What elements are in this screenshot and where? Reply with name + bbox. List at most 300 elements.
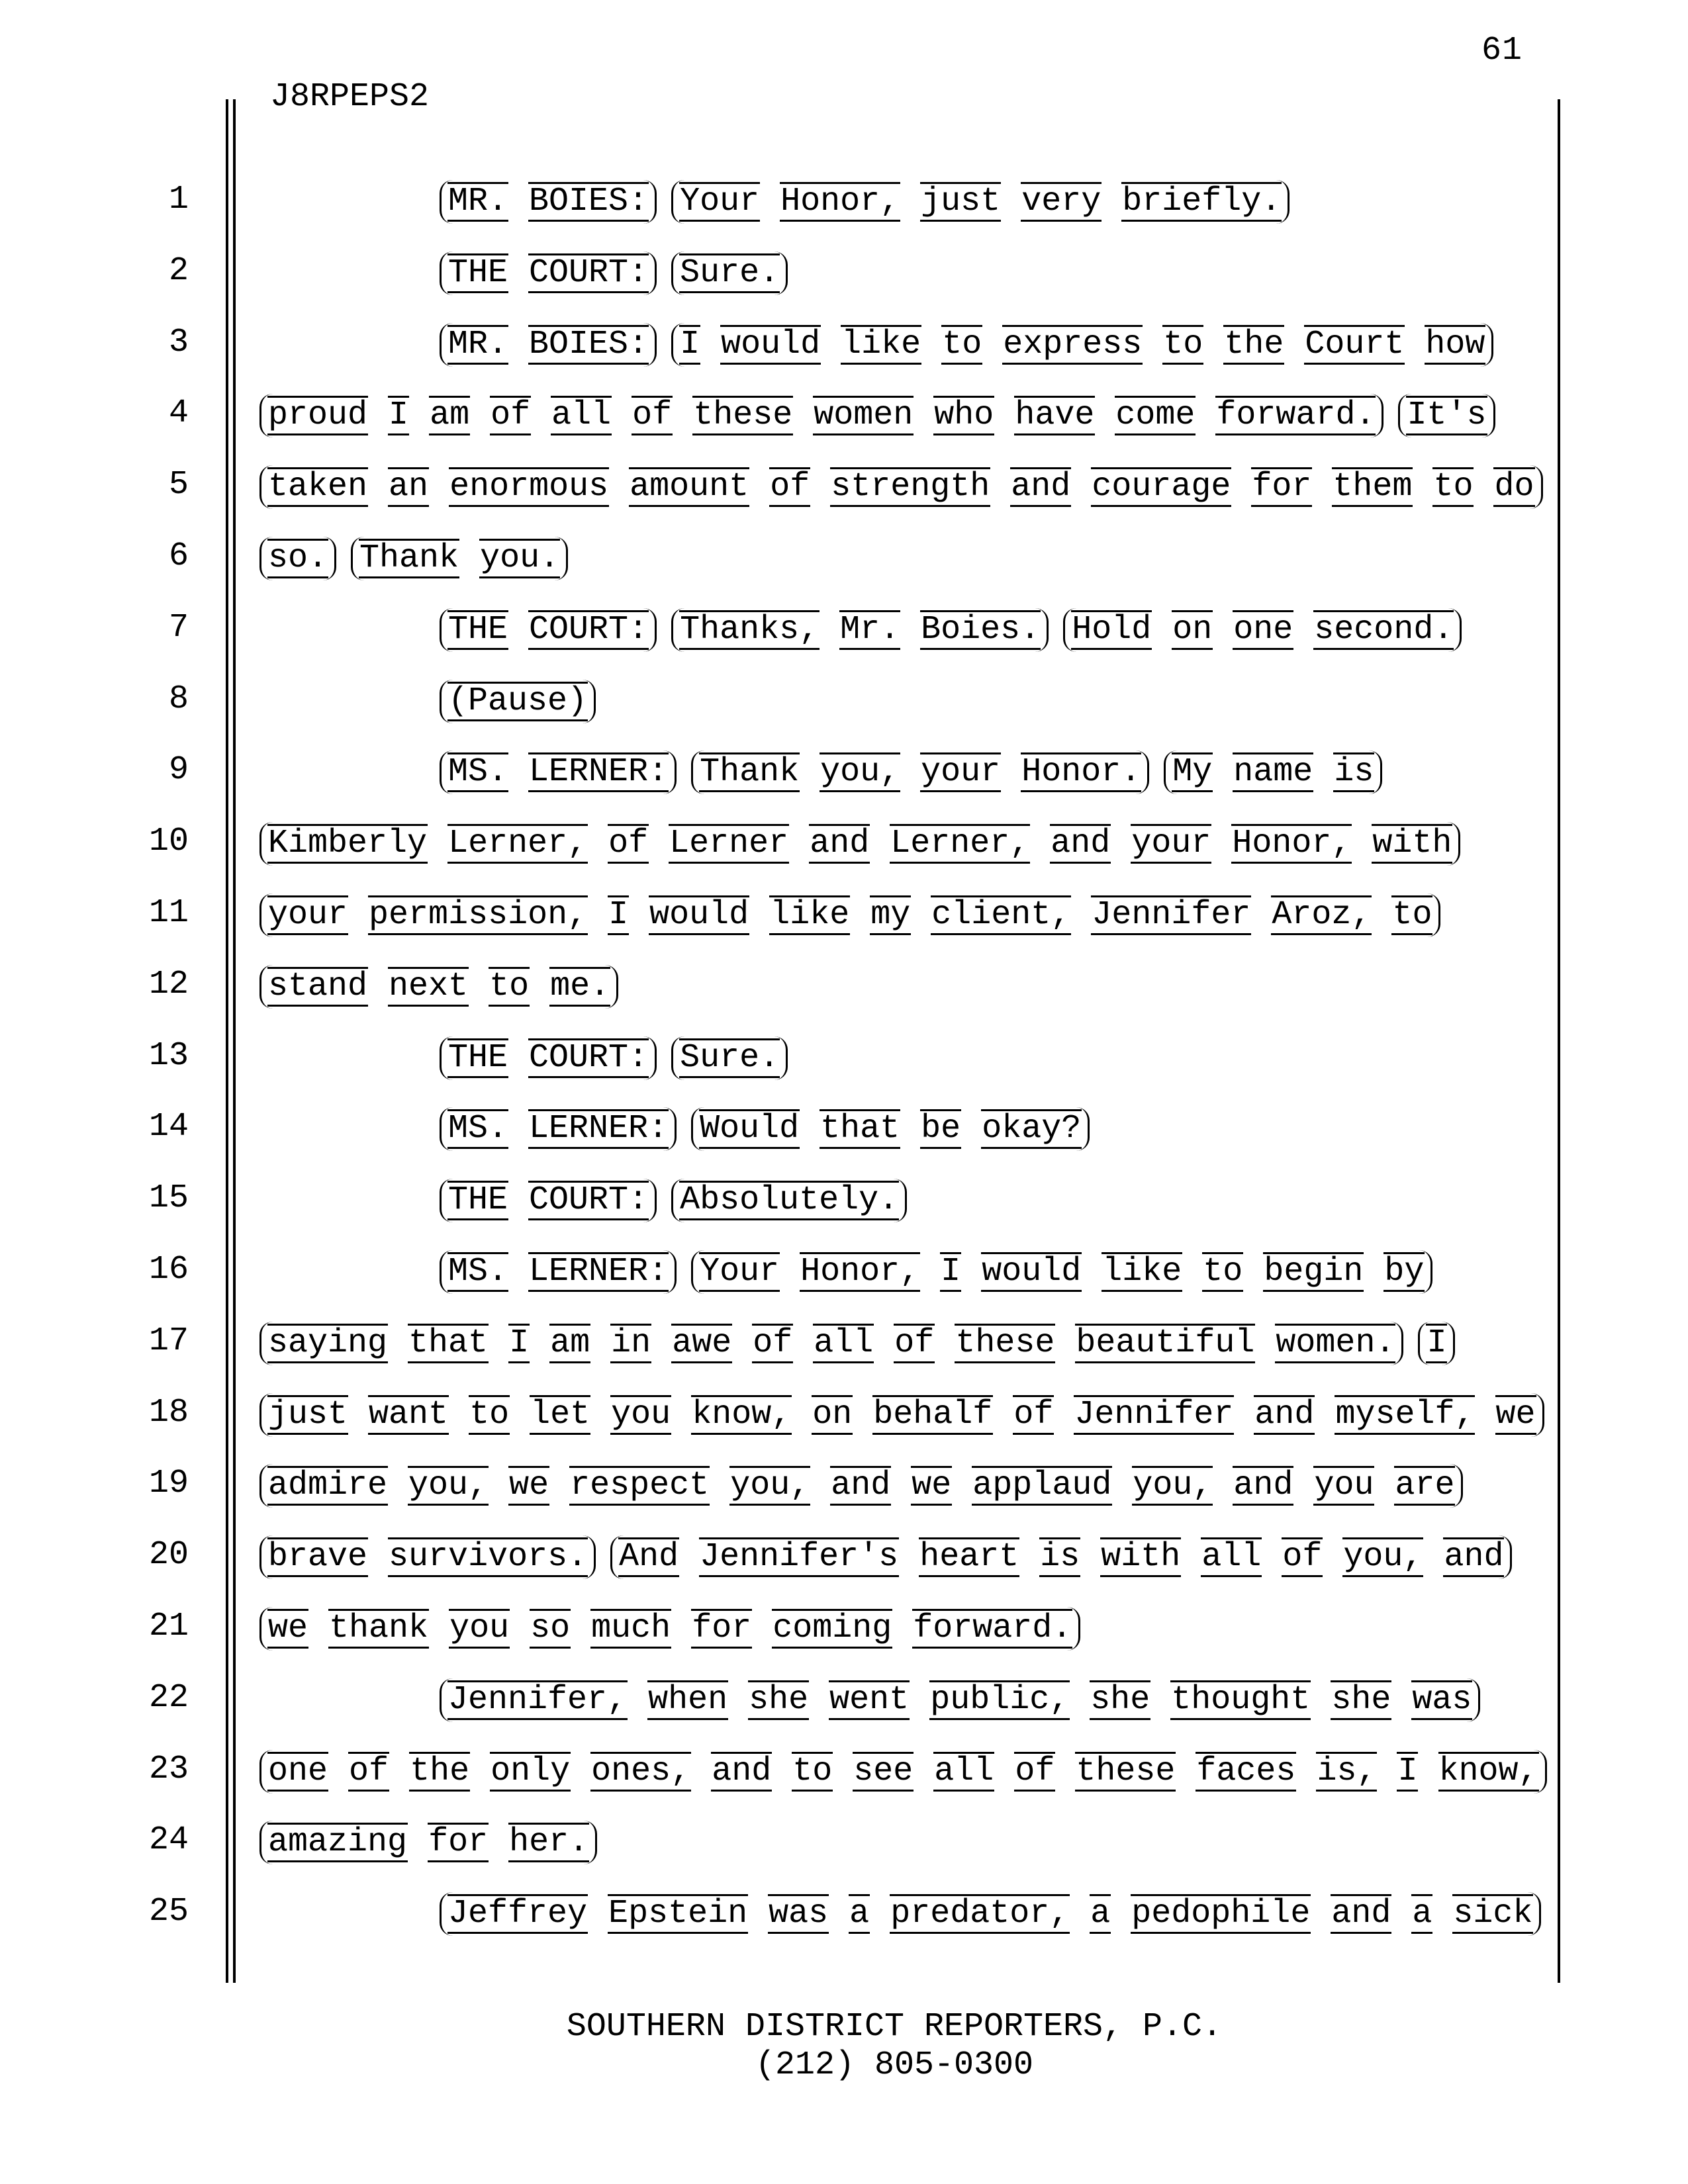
annotated-word: was — [1412, 1680, 1472, 1719]
annotation-phrase-box — [259, 965, 618, 1009]
annotated-word: Lerner, — [890, 825, 1030, 863]
annotated-word: Jeffrey — [448, 1895, 588, 1933]
line-content — [259, 465, 1543, 509]
line-content — [259, 822, 1460, 866]
annotated-word: THE — [448, 1038, 508, 1077]
annotated-word: would — [649, 896, 749, 934]
transcript-line — [0, 1892, 1688, 1938]
annotated-word: pedophile — [1131, 1895, 1311, 1933]
annotated-word: for — [1252, 468, 1312, 506]
annotated-word: THE — [448, 1181, 508, 1220]
annotated-word: thought — [1171, 1680, 1311, 1719]
annotated-word: are — [1395, 1467, 1455, 1505]
annotated-word: I — [1427, 1324, 1447, 1362]
annotated-word: of — [894, 1324, 935, 1362]
line-number: 24 — [148, 1821, 189, 1860]
annotated-word: MR. — [448, 325, 508, 363]
annotated-word: you — [1314, 1467, 1374, 1505]
annotated-word: you, — [730, 1467, 810, 1505]
annotated-word: women. — [1276, 1324, 1395, 1362]
annotated-word: with — [1101, 1538, 1181, 1576]
annotation-phrase-box — [440, 608, 657, 652]
line-number: 12 — [148, 965, 189, 1003]
annotated-word: I — [1397, 1752, 1418, 1790]
annotated-word: we — [912, 1467, 952, 1505]
annotated-word: for — [692, 1610, 752, 1647]
footer-phone-number: (212) 805-0300 — [755, 2046, 1034, 2084]
line-content — [440, 1036, 788, 1080]
line-number: 4 — [168, 394, 189, 433]
annotated-word: we — [509, 1467, 549, 1505]
line-content — [259, 1750, 1547, 1794]
annotated-word: BOIES: — [529, 183, 649, 220]
line-content — [440, 608, 1462, 652]
annotation-phrase-box — [259, 1535, 596, 1579]
transcript-line — [0, 1393, 1688, 1439]
annotated-word: awe — [672, 1324, 732, 1362]
annotated-word: Lerner, — [448, 825, 588, 863]
annotated-word: begin — [1264, 1253, 1364, 1291]
transcript-line — [0, 1464, 1688, 1510]
line-number: 5 — [168, 466, 189, 504]
annotated-word: forward. — [1216, 396, 1376, 435]
annotation-phrase-box — [440, 1892, 1541, 1936]
annotated-word: Your — [680, 183, 760, 220]
line-number: 13 — [148, 1036, 189, 1075]
line-number: 16 — [148, 1251, 189, 1289]
line-content — [259, 1821, 597, 1864]
line-content — [440, 180, 1289, 224]
annotated-word: I — [509, 1324, 530, 1362]
line-content — [259, 537, 568, 580]
annotated-word: to — [1203, 1253, 1243, 1291]
annotation-phrase-box — [671, 180, 1289, 224]
annotated-word: heart — [919, 1538, 1019, 1576]
annotation-phrase-box — [1398, 394, 1495, 437]
annotated-word: all — [551, 396, 612, 435]
line-content — [259, 394, 1495, 437]
annotated-word: admire — [268, 1467, 388, 1505]
annotated-word: amazing — [268, 1823, 408, 1862]
annotated-word: beautiful — [1076, 1324, 1255, 1362]
annotated-word: on — [1172, 610, 1213, 649]
transcript-line — [0, 751, 1688, 797]
annotation-phrase-box — [440, 1678, 1480, 1722]
annotation-phrase-box — [440, 1179, 657, 1222]
annotated-word: I — [608, 896, 629, 934]
annotated-word: one — [1233, 610, 1293, 649]
annotated-word: thank — [329, 1610, 429, 1647]
annotated-word: to — [489, 967, 530, 1005]
transcript-line — [0, 822, 1688, 868]
annotated-word: just — [921, 183, 1001, 220]
annotated-word: these — [955, 1324, 1055, 1362]
annotated-word: me. — [550, 967, 610, 1005]
annotation-phrase-box — [440, 180, 657, 224]
line-number: 25 — [148, 1893, 189, 1931]
annotated-word: Honor, — [800, 1253, 920, 1291]
annotated-word: MR. — [448, 183, 508, 220]
annotated-word: a — [1412, 1895, 1432, 1933]
line-number: 1 — [168, 181, 189, 218]
line-number: 17 — [148, 1322, 189, 1360]
annotated-word: her. — [509, 1823, 589, 1862]
annotated-word: second. — [1314, 610, 1454, 649]
annotated-word: COURT: — [529, 610, 649, 649]
annotated-word: like — [1102, 1253, 1182, 1291]
annotated-word: would — [721, 325, 821, 363]
annotated-word: coming — [773, 1610, 892, 1647]
annotated-word: Court — [1305, 325, 1405, 363]
annotated-word: forward. — [913, 1610, 1072, 1647]
annotated-word: to — [1392, 896, 1432, 934]
annotated-word: them — [1333, 468, 1413, 506]
line-content — [259, 1607, 1080, 1651]
annotated-word: how — [1425, 325, 1485, 363]
annotated-word: of — [608, 825, 649, 863]
annotated-word: behalf — [873, 1395, 993, 1433]
annotated-word: MS. — [448, 1253, 508, 1291]
annotated-word: courage — [1092, 468, 1231, 506]
annotated-word: Epstein — [608, 1895, 748, 1933]
annotation-phrase-box — [259, 1750, 1547, 1794]
annotated-word: Honor, — [780, 183, 900, 220]
annotation-phrase-box — [1164, 751, 1382, 794]
annotated-word: was — [769, 1895, 829, 1933]
annotated-word: Kimberly — [268, 825, 428, 863]
annotated-word: only — [491, 1752, 571, 1790]
annotated-word: BOIES: — [529, 325, 649, 363]
annotated-word: Mr. — [840, 610, 900, 649]
annotated-word: so. — [268, 539, 328, 577]
page-number: 61 — [1481, 32, 1523, 69]
annotated-word: you, — [1133, 1467, 1213, 1505]
annotated-word: And — [619, 1538, 679, 1576]
annotated-word: enormous — [449, 468, 609, 506]
annotation-phrase-box — [259, 1393, 1544, 1437]
annotated-word: and — [1254, 1395, 1315, 1433]
annotation-phrase-box — [1418, 1322, 1455, 1365]
annotation-phrase-box — [259, 394, 1383, 437]
annotated-word: like — [841, 325, 921, 363]
annotation-phrase-box — [691, 1107, 1090, 1151]
annotated-word: your — [268, 896, 348, 934]
annotated-word: of — [632, 396, 673, 435]
annotated-word: your — [1131, 825, 1211, 863]
annotation-phrase-box — [1063, 608, 1462, 652]
annotation-phrase-box — [671, 323, 1493, 367]
annotated-word: COURT: — [529, 1181, 649, 1220]
annotated-word: am — [550, 1324, 590, 1362]
annotated-word: COURT: — [529, 1038, 649, 1077]
line-content — [440, 251, 788, 295]
annotated-word: that — [408, 1324, 489, 1362]
annotated-word: THE — [448, 253, 508, 292]
annotated-word: proud — [268, 396, 368, 435]
annotated-word: applaud — [972, 1467, 1112, 1505]
annotated-word: be — [921, 1110, 961, 1148]
annotation-phrase-box — [671, 1036, 788, 1080]
line-number: 20 — [148, 1536, 189, 1574]
line-number: 10 — [148, 823, 189, 861]
line-number: 8 — [168, 680, 189, 718]
annotated-word: she — [1331, 1680, 1391, 1719]
line-content — [440, 751, 1382, 794]
annotation-phrase-box — [440, 251, 657, 295]
annotated-word: Hold — [1072, 610, 1152, 649]
line-number: 15 — [148, 1179, 189, 1218]
annotated-word: we — [1495, 1395, 1536, 1433]
annotated-word: Jennifer — [1092, 896, 1251, 934]
annotated-word: on — [812, 1395, 853, 1433]
annotated-word: for — [428, 1823, 489, 1862]
annotated-word: am — [430, 396, 470, 435]
annotated-word: of — [349, 1752, 389, 1790]
transcript-line — [0, 1179, 1688, 1225]
annotation-phrase-box — [671, 1179, 907, 1222]
annotated-word: the — [410, 1752, 470, 1790]
annotation-phrase-box — [259, 1464, 1463, 1508]
annotated-word: we — [268, 1610, 308, 1647]
annotated-word: permission, — [369, 896, 588, 934]
line-number: 18 — [148, 1393, 189, 1432]
annotated-word: Thank — [700, 753, 800, 792]
annotated-word: with — [1372, 825, 1452, 863]
annotated-word: of — [1015, 1752, 1055, 1790]
annotation-phrase-box — [671, 251, 788, 295]
annotation-phrase-box — [259, 893, 1440, 937]
transcript-line — [0, 323, 1688, 369]
annotated-word: to — [1163, 325, 1203, 363]
annotated-word: see — [853, 1752, 914, 1790]
annotated-word: do — [1494, 468, 1534, 506]
annotated-word: ones, — [591, 1752, 691, 1790]
annotated-word: so — [530, 1610, 571, 1647]
annotated-word: you — [611, 1395, 671, 1433]
annotated-word: to — [792, 1752, 833, 1790]
annotation-phrase-box — [259, 1322, 1403, 1365]
annotated-word: Honor. — [1021, 753, 1141, 792]
annotated-word: to — [469, 1395, 510, 1433]
line-number: 9 — [168, 751, 189, 790]
annotated-word: LERNER: — [529, 753, 669, 792]
annotated-word: come — [1115, 396, 1196, 435]
annotated-word: you — [449, 1610, 510, 1647]
annotation-phrase-box — [440, 1036, 657, 1080]
annotated-word: you, — [820, 753, 900, 792]
annotated-word: know, — [692, 1395, 792, 1433]
annotated-word: and — [831, 1467, 891, 1505]
annotated-word: a — [849, 1895, 870, 1933]
transcript-line — [0, 251, 1688, 298]
annotated-word: Aroz, — [1272, 896, 1372, 934]
annotated-word: who — [934, 396, 994, 435]
annotated-word: the — [1224, 325, 1284, 363]
transcript-line — [0, 537, 1688, 583]
transcript-line — [0, 180, 1688, 226]
annotated-word: very — [1021, 183, 1102, 220]
annotated-word: Thanks, — [680, 610, 820, 649]
annotation-phrase-box — [440, 323, 657, 367]
annotated-word: let — [530, 1395, 590, 1433]
annotated-word: when — [648, 1680, 728, 1719]
annotated-word: I — [680, 325, 700, 363]
annotated-word: these — [1076, 1752, 1176, 1790]
annotated-word: Jennifer, — [448, 1680, 628, 1719]
annotated-word: like — [770, 896, 850, 934]
annotated-word: of — [753, 1324, 793, 1362]
annotated-word: Sure. — [680, 1038, 780, 1077]
annotation-phrase-box — [691, 751, 1149, 794]
line-content — [440, 1892, 1541, 1936]
annotated-word: next — [389, 967, 469, 1005]
annotated-word: (Pause) — [448, 682, 588, 720]
annotated-word: respect — [570, 1467, 710, 1505]
transcript-line — [0, 965, 1688, 1011]
annotation-phrase-box — [440, 1107, 677, 1151]
annotated-word: Would — [700, 1110, 800, 1148]
annotated-word: that — [820, 1110, 900, 1148]
line-content — [440, 1678, 1480, 1722]
annotated-word: public, — [930, 1680, 1070, 1719]
annotated-word: THE — [448, 610, 508, 649]
annotated-word: all — [1201, 1538, 1262, 1576]
line-content — [440, 323, 1493, 367]
annotated-word: you, — [408, 1467, 489, 1505]
annotated-word: went — [829, 1680, 910, 1719]
annotated-word: amount — [630, 468, 749, 506]
transcript-line — [0, 1607, 1688, 1653]
transcript-line — [0, 1036, 1688, 1083]
annotation-phrase-box — [259, 537, 336, 580]
annotated-word: she — [1090, 1680, 1150, 1719]
line-content — [259, 1464, 1463, 1508]
annotated-word: Honor, — [1232, 825, 1352, 863]
annotated-word: Jennifer — [1074, 1395, 1234, 1433]
line-number: 11 — [148, 894, 189, 932]
transcript-line — [0, 1107, 1688, 1154]
annotated-word: It's — [1407, 396, 1487, 435]
line-content — [259, 1322, 1455, 1365]
transcript-line — [0, 1250, 1688, 1297]
line-content — [259, 1393, 1544, 1437]
annotated-word: of — [1013, 1395, 1054, 1433]
line-number: 2 — [168, 251, 189, 290]
annotated-word: she — [749, 1680, 809, 1719]
annotated-word: saying — [268, 1324, 388, 1362]
annotation-phrase-box — [671, 608, 1049, 652]
annotated-word: client, — [931, 896, 1071, 934]
annotation-phrase-box — [259, 1607, 1080, 1651]
annotated-word: and — [810, 825, 870, 863]
annotated-word: want — [369, 1395, 449, 1433]
annotation-phrase-box — [610, 1535, 1512, 1579]
transcript-line — [0, 1750, 1688, 1796]
annotated-word: LERNER: — [529, 1253, 669, 1291]
line-content — [440, 1179, 907, 1222]
line-content — [259, 965, 618, 1009]
annotated-word: in — [611, 1324, 651, 1362]
annotated-word: to — [942, 325, 982, 363]
transcript-line — [0, 680, 1688, 726]
line-number: 7 — [168, 608, 189, 647]
annotated-word: My — [1172, 753, 1213, 792]
annotated-word: much — [591, 1610, 671, 1647]
line-number: 19 — [148, 1465, 189, 1503]
annotated-word: briefly. — [1122, 183, 1282, 220]
annotation-phrase-box — [440, 680, 596, 723]
annotated-word: these — [693, 396, 793, 435]
annotated-word: and — [1331, 1895, 1391, 1933]
line-number: 21 — [148, 1608, 189, 1645]
annotated-word: express — [1003, 325, 1143, 363]
annotated-word: and — [1011, 468, 1071, 506]
transcript-line — [0, 893, 1688, 940]
annotation-phrase-box — [440, 751, 677, 794]
annotated-word: faces — [1196, 1752, 1296, 1790]
annotation-phrase-box — [351, 537, 568, 580]
annotated-word: I — [941, 1253, 961, 1291]
line-number: 23 — [148, 1750, 189, 1788]
annotated-word: Absolutely. — [680, 1181, 899, 1220]
line-number: 3 — [168, 323, 189, 361]
annotated-word: sick — [1453, 1895, 1533, 1933]
annotated-word: and — [1444, 1538, 1504, 1576]
annotated-word: of — [1282, 1538, 1323, 1576]
annotated-word: all — [814, 1324, 874, 1362]
annotated-word: is — [1334, 753, 1374, 792]
transcript-line — [0, 394, 1688, 440]
annotated-word: Thank — [359, 539, 459, 577]
annotated-word: is — [1040, 1538, 1080, 1576]
transcript-line — [0, 1821, 1688, 1867]
annotated-word: Boies. — [921, 610, 1041, 649]
annotation-phrase-box — [259, 822, 1460, 866]
line-number: 6 — [168, 537, 189, 575]
annotated-word: you, — [1343, 1538, 1423, 1576]
annotated-word: okay? — [982, 1110, 1082, 1148]
annotation-phrase-box — [259, 1821, 597, 1864]
annotated-word: would — [982, 1253, 1082, 1291]
annotated-word: by — [1384, 1253, 1425, 1291]
transcript-line — [0, 1678, 1688, 1725]
transcript-id: J8RPEPS2 — [270, 78, 430, 116]
transcript-line — [0, 1535, 1688, 1582]
annotation-phrase-box — [440, 1250, 677, 1294]
transcript-line — [0, 608, 1688, 655]
annotated-word: Jennifer's — [700, 1538, 899, 1576]
annotated-word: just — [268, 1395, 348, 1433]
line-content — [440, 680, 596, 723]
annotated-word: stand — [268, 967, 368, 1005]
annotated-word: of — [770, 468, 810, 506]
annotated-word: and — [1051, 825, 1111, 863]
annotated-word: an — [389, 468, 429, 506]
annotated-word: Lerner — [669, 825, 789, 863]
annotated-word: all — [934, 1752, 994, 1790]
annotated-word: to — [1433, 468, 1474, 506]
line-content — [440, 1250, 1432, 1294]
annotated-word: COURT: — [529, 253, 649, 292]
annotated-word: have — [1015, 396, 1095, 435]
annotated-word: you. — [480, 539, 560, 577]
annotation-phrase-box — [259, 465, 1543, 509]
annotated-word: survivors. — [389, 1538, 588, 1576]
annotated-word: predator, — [890, 1895, 1070, 1933]
annotated-word: one — [268, 1752, 328, 1790]
annotated-word: a — [1090, 1895, 1111, 1933]
line-content — [259, 893, 1440, 937]
